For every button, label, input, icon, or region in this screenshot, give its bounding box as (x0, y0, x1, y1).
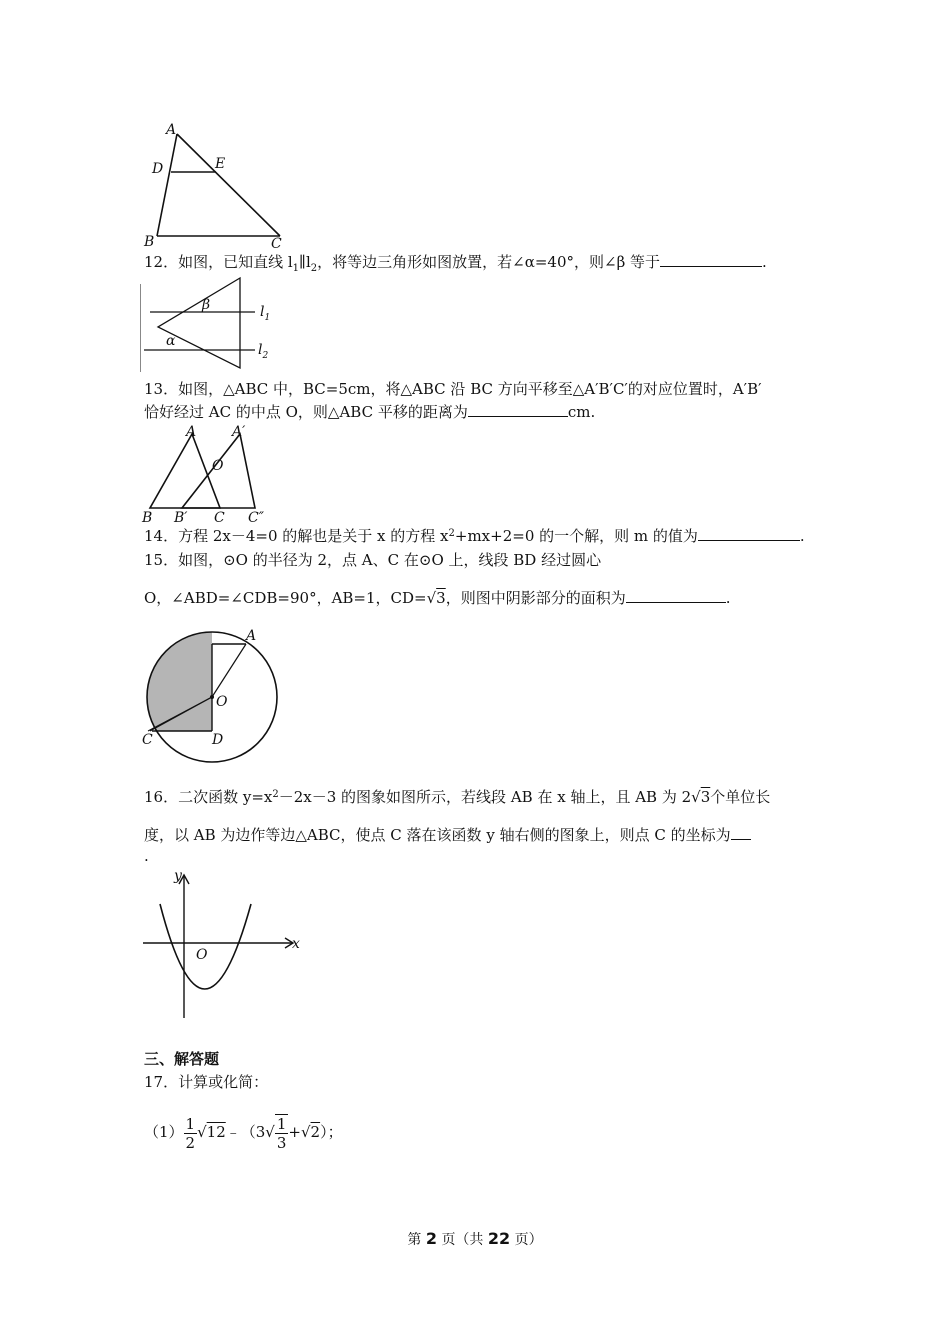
answer-blank[interactable] (468, 402, 568, 417)
label-l2: $l_2$ (258, 342, 269, 361)
sqrt-12: √12 (197, 1123, 226, 1141)
label-c-prime: C″ (248, 510, 264, 526)
sqrt-3: √3 (691, 788, 711, 806)
label-o: O (196, 947, 208, 963)
question-16-line-3: . (144, 847, 149, 865)
label-a-prime: A′ (232, 424, 246, 440)
answer-blank[interactable] (698, 526, 800, 541)
label-e: E (215, 156, 226, 172)
parallel-lines-figure (140, 272, 280, 376)
question-14: 14．方程 2x－4=0 的解也是关于 x 的方程 $x^2+mx+2=0$ 的一个解，则 m 的值为 . (144, 527, 805, 545)
question-15-line-2: O，∠ABD=∠CDB=90°，AB=1，CD=√3，则图中阴影部分的面积为 . (144, 589, 731, 607)
section-title: 三、解答题 (144, 1050, 220, 1068)
question-16-line-1: 16．二次函数 $y=x^2-2x-3$ 的图象如图所示，若线段 AB 在 x 轴上，且 AB 为 2√3个单位长 (144, 788, 771, 806)
label-a: A (246, 628, 257, 644)
question-17-part-1: （1） $\frac{1}{2}$ √12﹣（3√ $\frac{1}{3}$ +√2）； (144, 1110, 343, 1154)
page-footer: 第 2 页（共 22 页） (407, 1229, 543, 1248)
total-pages: 22 (487, 1229, 511, 1248)
label-b-prime: B′ (174, 510, 188, 526)
label-b: B (144, 234, 155, 250)
label-x: x (292, 936, 300, 952)
question-17-title: 17．计算或化简： (144, 1073, 269, 1091)
fraction-one-half: $\frac{1}{2}$ (185, 1114, 196, 1152)
parabola-figure (140, 866, 305, 1024)
question-13-line-1: 13．如图，△ABC 中，BC=5cm，将△ABC 沿 BC 方向平移至△A′B′C′的对应位置时，A′B′ (144, 380, 762, 398)
label-o: O (212, 458, 224, 474)
question-15-line-1: 15．如图，⊙O 的半径为 2，点 A、C 在⊙O 上，线段 BD 经过圆心 (144, 551, 602, 569)
label-c: C (142, 732, 153, 748)
label-d: D (152, 161, 164, 177)
label-c: C (271, 236, 282, 252)
label-beta: β (202, 297, 211, 313)
label-b: B (142, 510, 153, 526)
answer-blank[interactable] (731, 825, 751, 840)
page-number: 2 (425, 1229, 437, 1248)
sqrt-2: √2 (300, 1123, 321, 1141)
sqrt-3: √3 (426, 589, 446, 607)
label-l1: $l_1$ (260, 304, 271, 323)
triangle-ade-figure (140, 120, 290, 252)
answer-blank[interactable] (660, 252, 762, 267)
label-a: A (166, 122, 177, 138)
label-y: y (174, 868, 182, 884)
question-12: 12．如图，已知直线 $l_1\parallel l_2$，将等边三角形如图放置，若∠α=40°，则∠β 等于 . (144, 253, 767, 274)
label-o: O (216, 694, 228, 710)
translated-triangles-figure (140, 422, 270, 526)
label-a: A (186, 424, 197, 440)
answer-blank[interactable] (626, 588, 726, 603)
circle-shaded-figure (140, 624, 290, 764)
label-c: C (214, 510, 225, 526)
question-16-line-2: 度，以 AB 为边作等边△ABC，使点 C 落在该函数 y 轴右侧的图象上，则点 C 的坐标为 (144, 825, 751, 845)
sqrt-one-third: √ $\frac{1}{3}$ (265, 1115, 287, 1152)
label-alpha: α (166, 333, 176, 349)
question-13-line-2: 恰好经过 AC 的中点 O，则△ABC 平移的距离为 cm. (144, 403, 596, 421)
label-d: D (212, 732, 224, 748)
